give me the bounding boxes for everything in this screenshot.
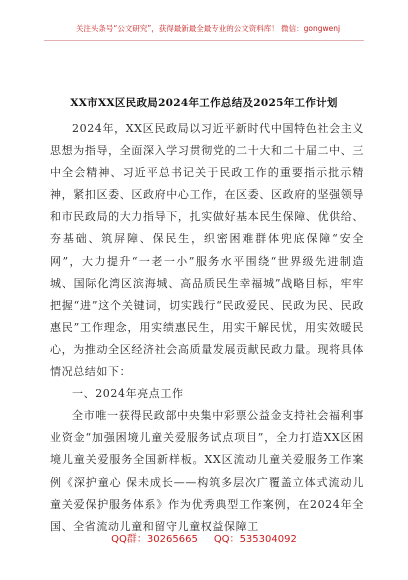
qq-number: 535304092 (239, 534, 297, 545)
section-heading: 一、2024年亮点工作 (72, 387, 184, 401)
document-body (50, 118, 364, 538)
document-title: XX市XX区民政局2024年工作总结及2025年工作计划 (70, 97, 338, 109)
body-paragraph: 全市唯一获得民政部中央集中彩票公益金支持社会福利事业资金“加强困境儿童关爱服务试点项目”，全力打造XX区困境儿童关爱服务全国新样板。XX区流动儿童关爱服务工作案例《深护童心 保未成长——构筑多层次广覆盖立体式流动儿童关爱保护服务体系》作为优秀典型工作案例，在2024年全国、全省流动儿童和留守儿童权益保障工 (50, 409, 364, 533)
body-paragraph: 2024年，XX区民政局以习近平新时代中国特色社会主义思想为指导，全面深入学习贯彻党的二十大和二十届二中、三中全会精神、习近平总书记关于民政工作的重要指示批示精神，紧扣区委、区政府中心工作，在区委、区政府的坚强领导和市民政局的大力指导下，扎实做好基本民生保障、优供给、夯基础、筑屏障、保民生，织密困难群体兜底保障“安全网”，大力提升“一老一小”服务水平围绕“世界级先进制造城、国际化湾区滨海城、高品质民生幸福城”战略目标，牢牢把握“进”这个关键词，切实践行“民政爱民、民政为民、民政惠民”工作理念，用实绩惠民生，用实干解民忧，用实效暖民心，为推动全区经济社会高质量发展贡献民政力量。现将具体情况总结如下： (50, 122, 364, 379)
qq-group-number: 30265665 (146, 534, 198, 545)
banner-divider (44, 40, 364, 41)
promo-banner: 关注头条号“公文研究”，获得最新最全最专业的公文资料库！ 微信：gongwenj (75, 24, 341, 33)
qq-label: QQ： (213, 534, 240, 545)
contact-footer (0, 530, 408, 545)
qq-group-label: QQ群： (111, 534, 147, 545)
